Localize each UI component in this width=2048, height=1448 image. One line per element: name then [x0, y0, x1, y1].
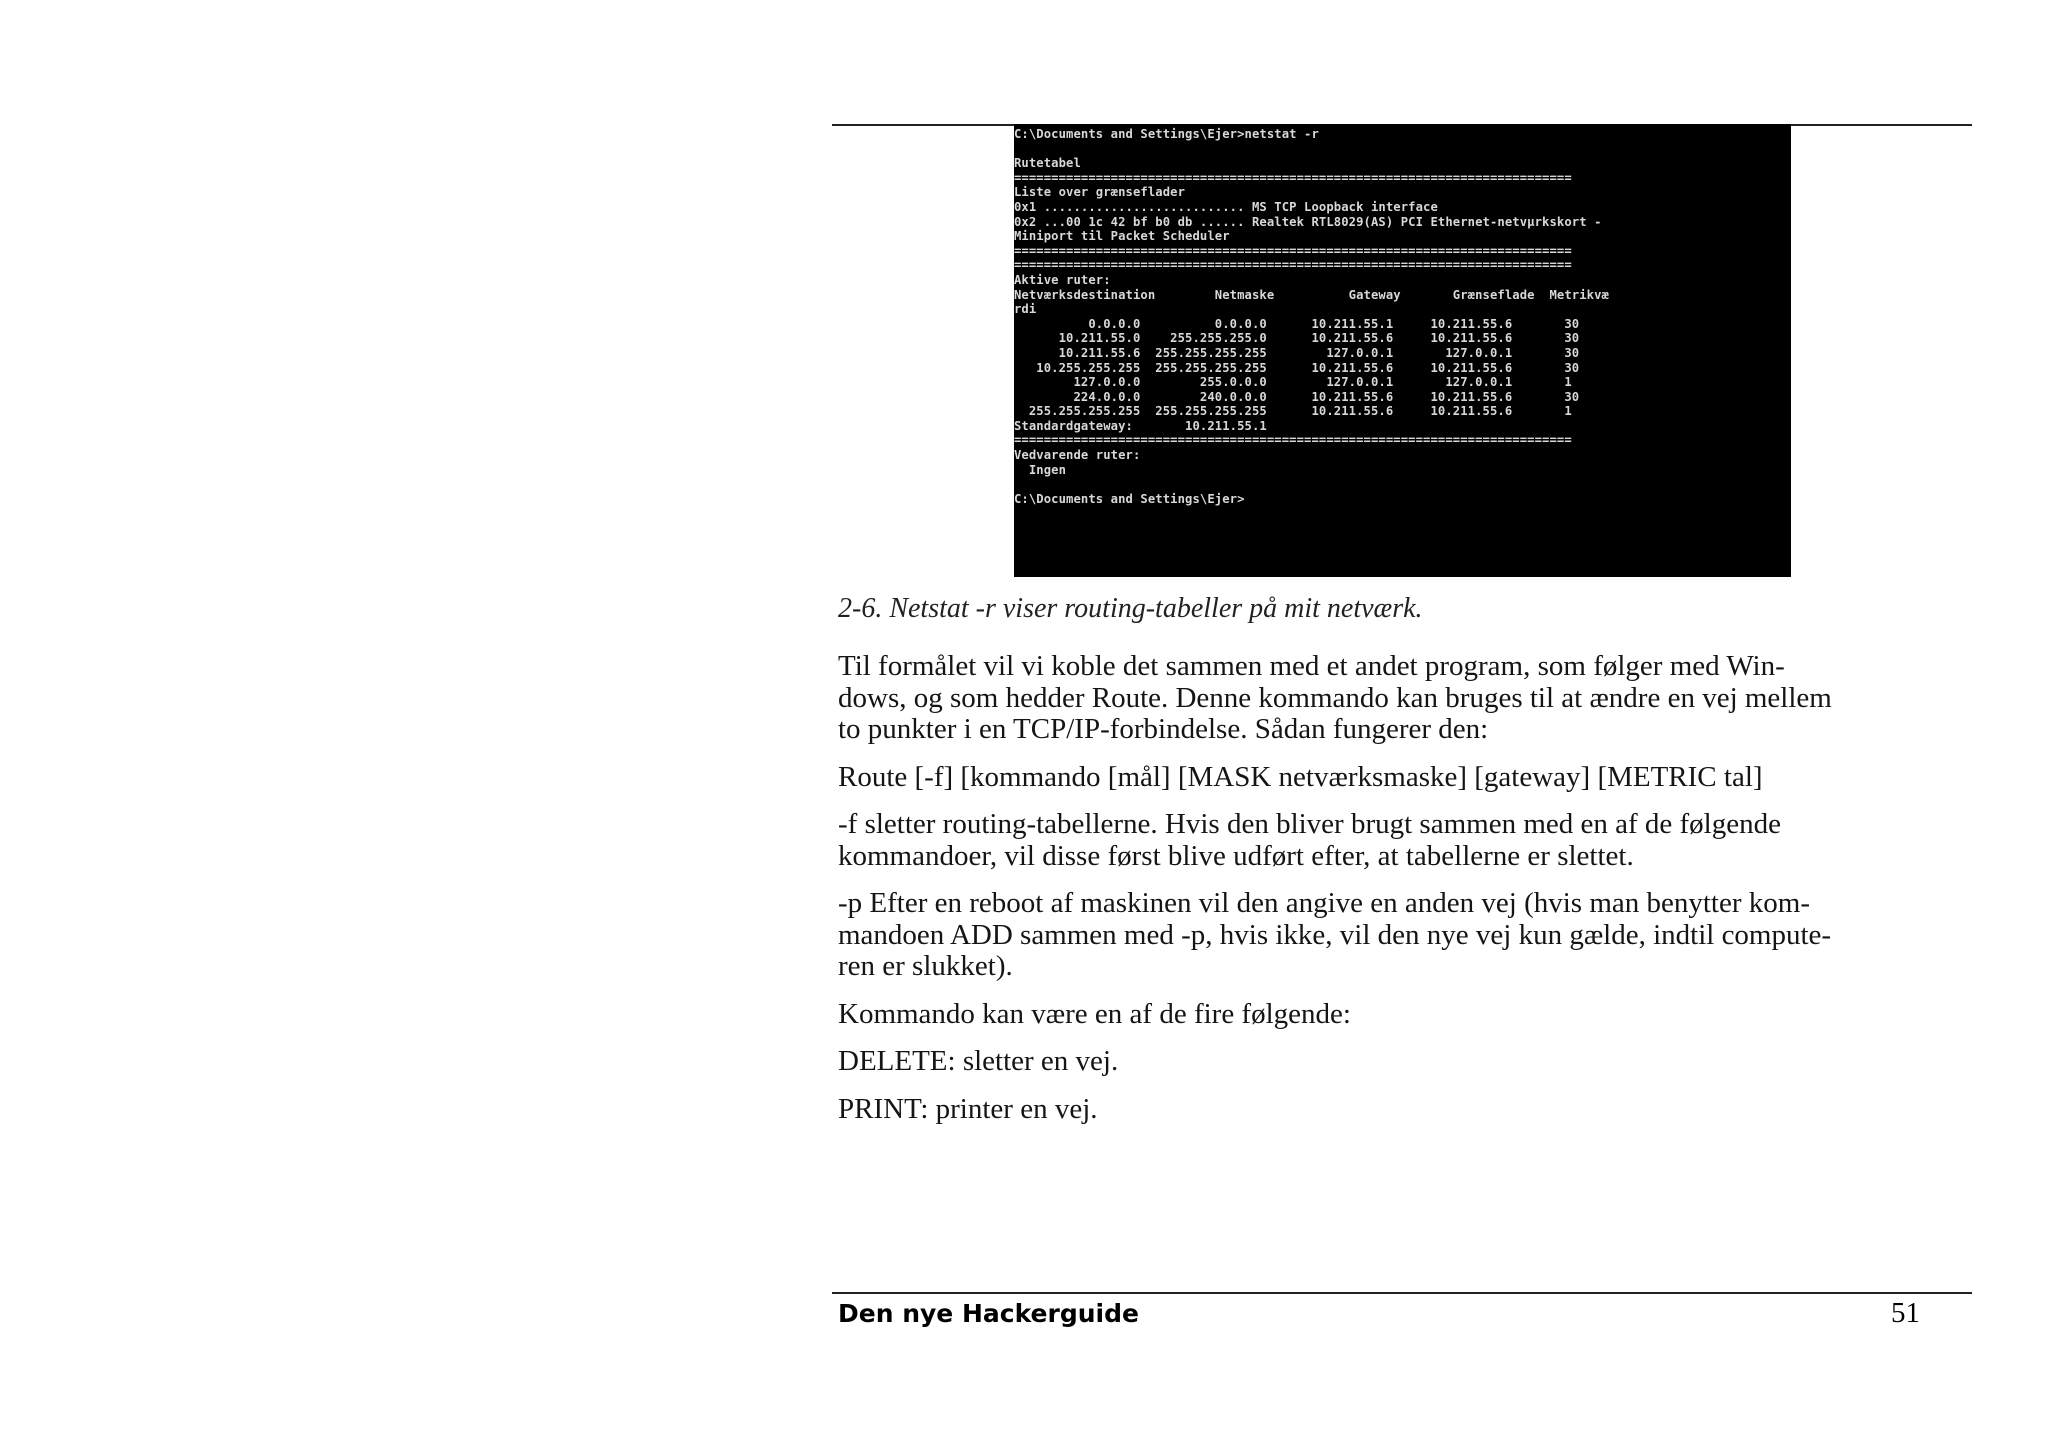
console-line: 0.0.0.0 0.0.0.0 10.211.55.1 10.211.55.6 30 — [1014, 316, 1580, 331]
console-line: 10.211.55.0 255.255.255.0 10.211.55.6 10.211.55.6 30 — [1014, 331, 1580, 346]
console-line: 224.0.0.0 240.0.0.0 10.211.55.6 10.211.55.6 30 — [1014, 389, 1580, 404]
console-line: C:\Documents and Settings\Ejer>netstat -r — [1014, 127, 1319, 141]
figure-caption: 2-6. Netstat -r viser routing-tabeller på mit netværk. — [838, 593, 1423, 624]
bottom-rule — [832, 1292, 1972, 1294]
console-line: Aktive ruter: — [1014, 272, 1111, 287]
console-line: C:\Documents and Settings\Ejer> — [1014, 491, 1245, 506]
page-number: 51 — [1891, 1297, 1920, 1329]
paragraph-intro: Til formålet vil vi koble det sammen med et andet program, som følger med Win- dows, og som hedder Route. Denne kommando kan bruges til at ændre en vej mellem to punkter i en TCP/IP-forbindelse. Sådan fungerer den: — [838, 650, 1832, 745]
console-line — [1014, 142, 1791, 157]
console-line: 10.211.55.6 255.255.255.255 127.0.0.1 127.0.0.1 30 — [1014, 345, 1580, 360]
console-line: =========================================================================== — [1014, 433, 1572, 448]
console-line: =========================================================================== — [1014, 170, 1572, 185]
console-screenshot — [1014, 124, 1791, 577]
console-line: =========================================================================== — [1014, 243, 1572, 258]
paragraph-commands-intro: Kommando kan være en af de fire følgende: — [838, 997, 1351, 1030]
body-text — [838, 651, 1972, 1141]
console-line — [1014, 477, 1791, 492]
paragraph-route-syntax: Route [-f] [kommando [mål] [MASK netværksmaske] [gateway] [METRIC tal] — [838, 760, 1763, 793]
console-line: 0x2 ...00 1c 42 bf b0 db ...... Realtek RTL8029(AS) PCI Ethernet-netvµrkskort - — [1014, 214, 1602, 229]
console-line: 0x1 ........................... MS TCP Loopback interface — [1014, 199, 1438, 214]
console-line: 255.255.255.255 255.255.255.255 10.211.55.6 10.211.55.6 1 — [1014, 404, 1572, 419]
paragraph-p-option: -p Efter en reboot af maskinen vil den angive en anden vej (hvis man benytter kom- mandoen ADD sammen med -p, hvis ikke, vil den nye vej kun gælde, indtil compute- ren er slukket). — [838, 887, 1832, 982]
console-line: Vedvarende ruter: — [1014, 448, 1141, 463]
console-line: Netværksdestination Netmaske Gateway Grænseflade Metrikvæ — [1014, 287, 1609, 302]
console-line: 127.0.0.0 255.0.0.0 127.0.0.1 127.0.0.1 1 — [1014, 375, 1572, 390]
console-line: rdi — [1014, 302, 1037, 317]
console-line: Rutetabel — [1014, 156, 1081, 171]
paragraph-delete: DELETE: sletter en vej. — [838, 1045, 1119, 1077]
console-line: Miniport til Packet Scheduler — [1014, 229, 1230, 244]
console-output — [1014, 124, 1791, 506]
console-line: Standardgateway: 10.211.55.1 — [1014, 418, 1267, 433]
footer-book-title: Den nye Hackerguide — [838, 1299, 1139, 1328]
console-line: =========================================================================== — [1014, 258, 1572, 273]
console-line: 10.255.255.255 255.255.255.255 10.211.55.6 10.211.55.6 30 — [1014, 360, 1580, 375]
paragraph-print: PRINT: printer en vej. — [838, 1092, 1098, 1125]
console-line: Ingen — [1014, 462, 1067, 477]
paragraph-f-option: -f sletter routing-tabellerne. Hvis den bliver brugt sammen med en af de følgende kommandoer, vil disse først blive udført efter, at tabellerne er slettet. — [838, 808, 1781, 872]
console-line: Liste over grænseflader — [1014, 185, 1186, 200]
